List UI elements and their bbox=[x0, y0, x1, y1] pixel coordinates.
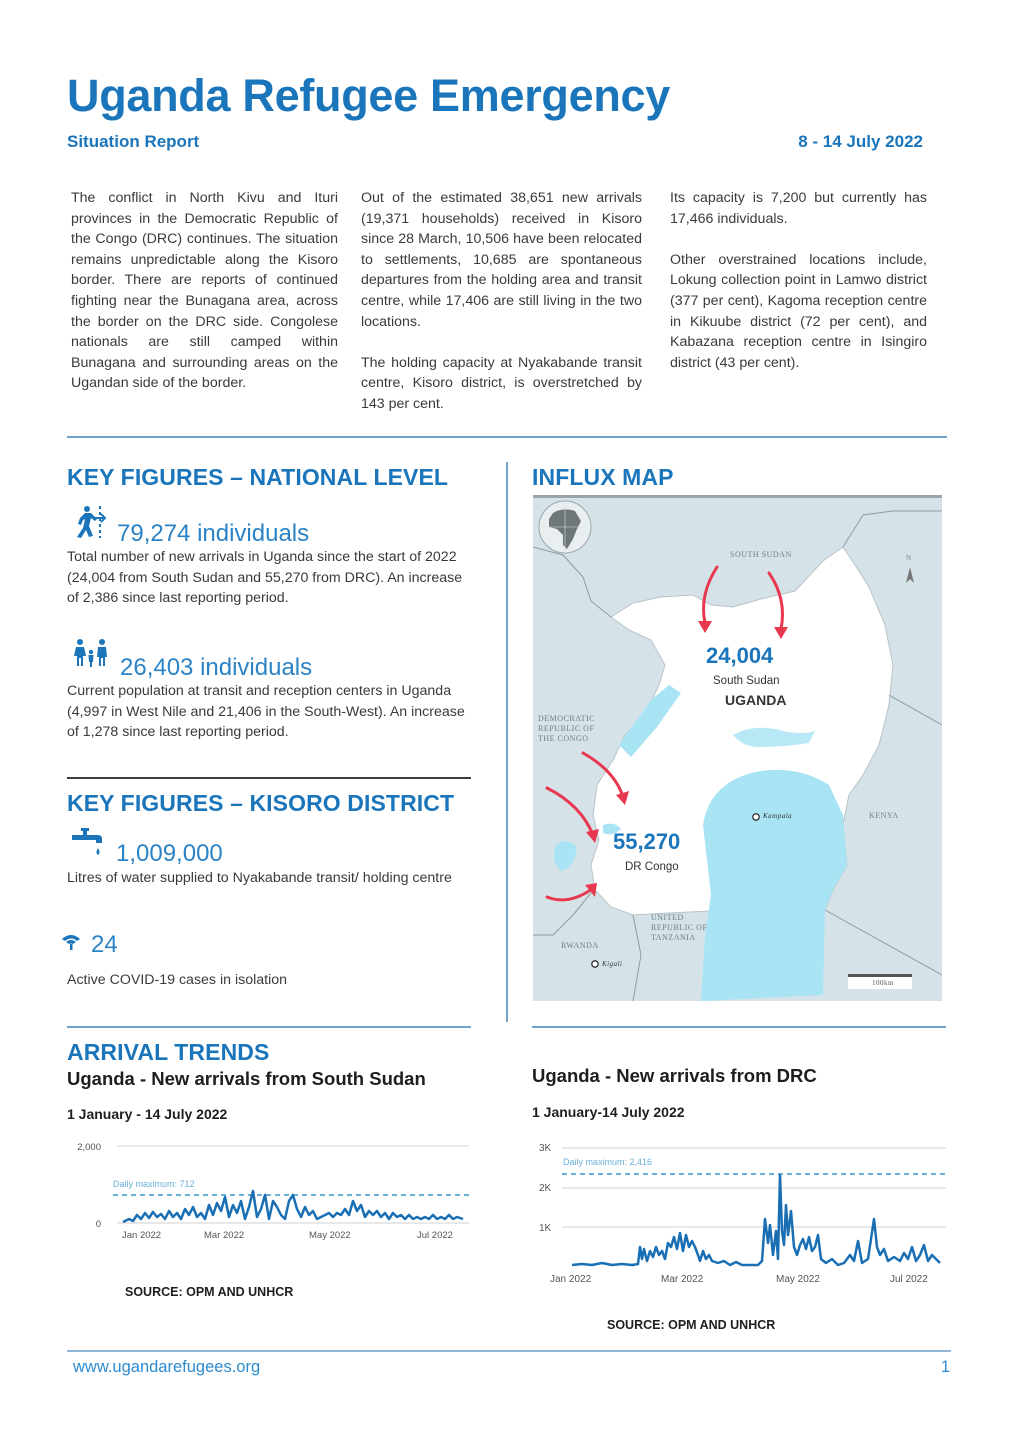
map-label-rwanda: RWANDA bbox=[561, 941, 599, 950]
drc-chart-source: SOURCE: OPM AND UNHCR bbox=[607, 1318, 776, 1332]
transit-population-description: Current population at transit and reception centers in Uganda (4,997 in West Nile and 21,406 in the South-West). An increase of 1,278 since last reporting period. bbox=[67, 683, 465, 740]
x-tick-label: Jan 2022 bbox=[550, 1274, 592, 1285]
drc-flow-value: 55,270 bbox=[613, 829, 681, 854]
drc-flow-origin: DR Congo bbox=[625, 861, 679, 873]
influx-map[interactable] bbox=[533, 495, 942, 1001]
x-tick-label: Mar 2022 bbox=[661, 1274, 704, 1285]
map-graphic bbox=[533, 495, 942, 1001]
y-tick-label: 3K bbox=[539, 1143, 552, 1154]
page-number: 1 bbox=[940, 1358, 950, 1376]
intro-paragraph: The conflict in North Kivu and Ituri provinces in the Democratic Republic of the Congo (DRC) continues. The situation remains unpredictable along the Kisoro border. There are reports of continued fighting near the Bunagana area, across the border on the DRC side. Congolese nationals are still camped within Bunagana and surrounding areas on the Ugandan side of the border. bbox=[71, 190, 338, 392]
x-tick-label: May 2022 bbox=[309, 1230, 351, 1241]
y-tick-label: 2,000 bbox=[77, 1142, 101, 1153]
intro-paragraph: The holding capacity at Nyakabande transit centre, Kisoro district, is overstretched by 143 per cent. bbox=[361, 354, 642, 412]
map-label-south-sudan: SOUTH SUDAN bbox=[730, 550, 792, 559]
key-figures-kisoro-heading: KEY FIGURES – KISORO DISTRICT bbox=[67, 790, 455, 816]
report-date-range: 8 - 14 July 2022 bbox=[798, 132, 923, 151]
map-label-tanzania: UNITED REPUBLIC OF TANZANIA bbox=[651, 913, 708, 942]
intro-column-3 bbox=[670, 188, 927, 394]
intro-column-1 bbox=[71, 188, 338, 415]
transit-population-value: 26,403 individuals bbox=[120, 654, 313, 681]
new-arrivals-description: Total number of new arrivals in Uganda since the start of 2022 (24,004 from South Sudan and 55,270 from DRC). An increase of 2,386 since last reporting period. bbox=[67, 549, 463, 606]
section-divider bbox=[532, 1026, 946, 1028]
drc-chart-range: 1 January-14 July 2022 bbox=[532, 1104, 685, 1120]
south-sudan-flow-value: 24,004 bbox=[706, 643, 774, 668]
south-sudan-chart-source: SOURCE: OPM AND UNHCR bbox=[125, 1285, 294, 1299]
intro-paragraph: Other overstrained locations include, Lokung collection point in Lamwo district (377 per cent), Kagoma reception centre in Kikuube district (72 per cent), and Kabazana reception centre in Isingiro district (43 per cent). bbox=[670, 251, 927, 371]
website-link[interactable]: www.ugandarefugees.org bbox=[73, 1358, 261, 1376]
daily-maximum-label: Daily maximum: 2,416 bbox=[563, 1157, 653, 1167]
map-scale-label: 100km bbox=[872, 979, 894, 987]
water-supplied-description: Litres of water supplied to Nyakabande transit/ holding centre bbox=[67, 870, 452, 886]
family-icon bbox=[74, 638, 110, 673]
y-tick-label: 1K bbox=[539, 1223, 552, 1234]
intro-paragraph: Its capacity is 7,200 but currently has 17,466 individuals. bbox=[670, 190, 927, 227]
drc-chart-title: Uganda - New arrivals from DRC bbox=[532, 1065, 817, 1086]
intro-column-2 bbox=[361, 188, 642, 435]
map-label-kigali: Kigali bbox=[602, 960, 623, 968]
x-tick-label: Jul 2022 bbox=[890, 1274, 928, 1285]
y-tick-label: 2K bbox=[539, 1183, 552, 1194]
daily-maximum-label: Daily maximum: 712 bbox=[113, 1179, 195, 1189]
arrival-trends-heading: ARRIVAL TRENDS bbox=[67, 1039, 270, 1065]
south-sudan-line-chart[interactable] bbox=[67, 1135, 477, 1245]
y-tick-label: 0 bbox=[95, 1219, 101, 1230]
x-tick-label: May 2022 bbox=[776, 1274, 820, 1285]
covid-cases-value: 24 bbox=[91, 931, 118, 958]
section-divider bbox=[67, 436, 947, 438]
x-tick-label: Jan 2022 bbox=[122, 1230, 162, 1241]
column-divider bbox=[506, 462, 508, 1022]
section-divider bbox=[67, 1026, 471, 1028]
influx-map-heading: INFLUX MAP bbox=[532, 464, 674, 490]
new-arrivals-value: 79,274 individuals bbox=[117, 520, 310, 547]
water-supplied-value: 1,009,000 bbox=[116, 840, 223, 867]
south-sudan-chart-title: Uganda - New arrivals from South Sudan bbox=[67, 1068, 426, 1089]
south-sudan-chart-range: 1 January - 14 July 2022 bbox=[67, 1106, 228, 1122]
page-title: Uganda Refugee Emergency bbox=[67, 70, 670, 121]
south-sudan-flow-origin: South Sudan bbox=[713, 675, 780, 687]
north-arrow-icon: N bbox=[906, 554, 912, 562]
intro-paragraph: Out of the estimated 38,651 new arrivals (19,371 households) received in Kisoro since 28 March, 10,506 have been relocated to settlements, 10,685 are spontaneous departures from the holding area and transit centre, while 17,406 are still living in the two locations. bbox=[361, 190, 642, 330]
map-label-kenya: KENYA bbox=[869, 811, 899, 820]
virus-icon bbox=[61, 933, 81, 956]
footer-divider bbox=[67, 1350, 951, 1352]
section-divider bbox=[67, 777, 471, 779]
map-label-drc: DEMOCRATIC REPUBLIC OF THE CONGO bbox=[538, 714, 596, 743]
report-type: Situation Report bbox=[67, 132, 200, 151]
person-arriving-icon bbox=[73, 504, 109, 545]
drc-line-chart[interactable] bbox=[532, 1135, 952, 1290]
map-label-kampala: Kampala bbox=[763, 812, 793, 820]
map-label-uganda: UGANDA bbox=[725, 692, 787, 708]
x-tick-label: Mar 2022 bbox=[204, 1230, 245, 1241]
covid-cases-description: Active COVID-19 cases in isolation bbox=[67, 972, 287, 988]
key-figures-national-heading: KEY FIGURES – NATIONAL LEVEL bbox=[67, 464, 449, 490]
water-tap-icon bbox=[72, 828, 104, 865]
x-tick-label: Jul 2022 bbox=[417, 1230, 453, 1241]
